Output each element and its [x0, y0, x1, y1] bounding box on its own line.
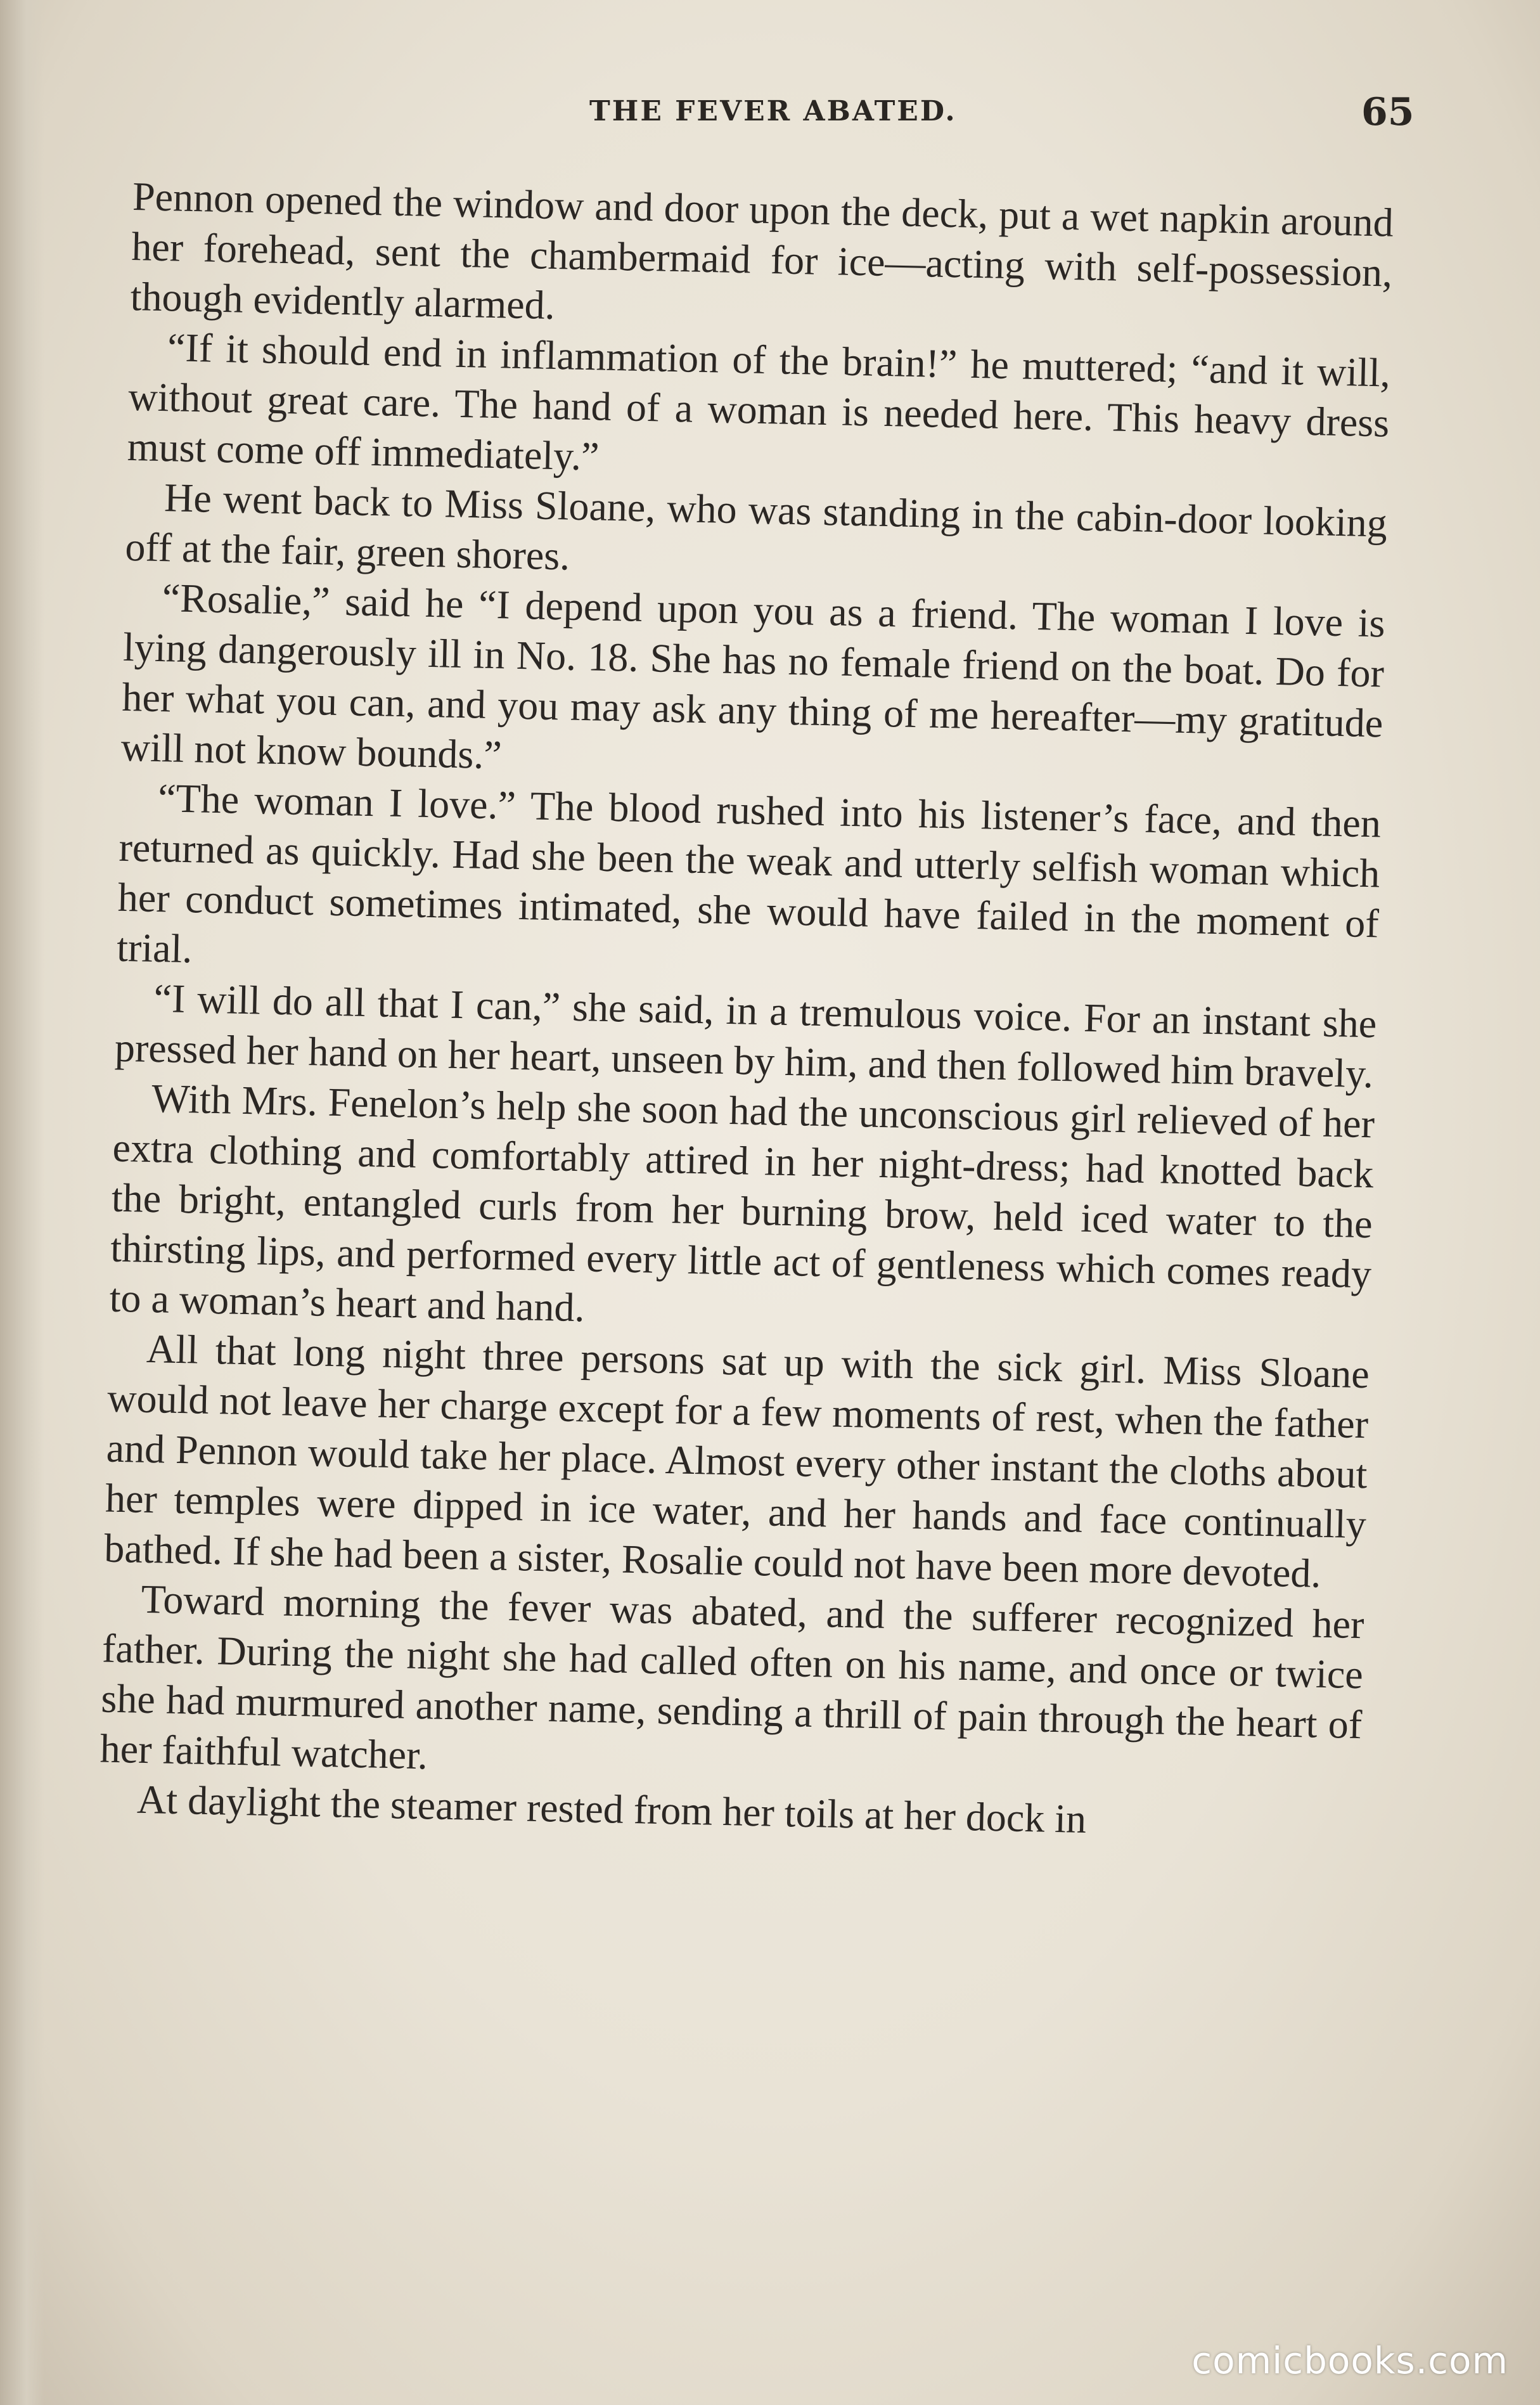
- paragraph: At daylight the steamer rested from her toils at her dock in: [136, 1776, 1087, 1842]
- paragraph: “I will do all that I can,” she said, in a tremulous voice. For an instant she pressed her hand on her heart, unseen by him, and then followed him bravely.: [114, 975, 1378, 1097]
- paragraph: “The woman I love.” The blood rushed into his listener’s face, and then returned as quickly. Had she been the weak and utterly selfish woman which her conduct sometimes intimated, she would have failed in the moment of trial.: [116, 775, 1382, 972]
- paragraph: With Mrs. Fenelon’s help she soon had the unconscious girl relieved of her extra clothing and comfortably attired in her night-dress; had knotted back the bright, entangled curls from her burning brow, held iced water to the thirsting lips, and performed every little act of gentleness which comes ready to a woman’s heart and hand.: [109, 1075, 1375, 1331]
- body-text: [98, 171, 1394, 1850]
- page-gutter-shadow: [0, 0, 44, 2405]
- page-number: 65: [1361, 90, 1415, 134]
- paragraph: “Rosalie,” said he “I depend upon you as a friend. The woman I love is lying dangerously ill in No. 18. She has no female friend on the boat. Do for her what you can, and you may ask any thing of me hereafter—my gratitude will not know bounds.”: [120, 575, 1386, 778]
- paragraph: Pennon opened the window and door upon the deck, put a wet napkin around her forehead, sent the chambermaid for ice—acting with self-possession, though evidently alarmed.: [130, 173, 1394, 328]
- watermark: comicbooks.com: [1191, 2339, 1508, 2382]
- paragraph: “If it should end in inflammation of the brain!” he muttered; “and it will, without great care. The hand of a woman is needed here. This heavy dress must come off immediately.”: [127, 325, 1391, 479]
- paragraph: All that long night three persons sat up with the sick girl. Miss Sloane would not leave her charge except for a few moments of rest, when the father and Pennon would take her place. Almost every other instant the cloths about her temples were dipped in ice water, and her hands and face continually bathed. If she had been a sister, Rosalie could not have been more devoted.: [103, 1325, 1370, 1596]
- page-header: [0, 90, 1540, 146]
- paragraph: Toward morning the fever was abated, and the sufferer recognized her father. During the night she had called often on his name, and once or twice she had murmured another name, sending a thrill of pain through the heart of her faithful watcher.: [99, 1576, 1365, 1778]
- running-title: THE FEVER ABATED.: [589, 95, 957, 127]
- paragraph: He went back to Miss Sloane, who was standing in the cabin-door looking off at the fair, green shores.: [124, 475, 1388, 579]
